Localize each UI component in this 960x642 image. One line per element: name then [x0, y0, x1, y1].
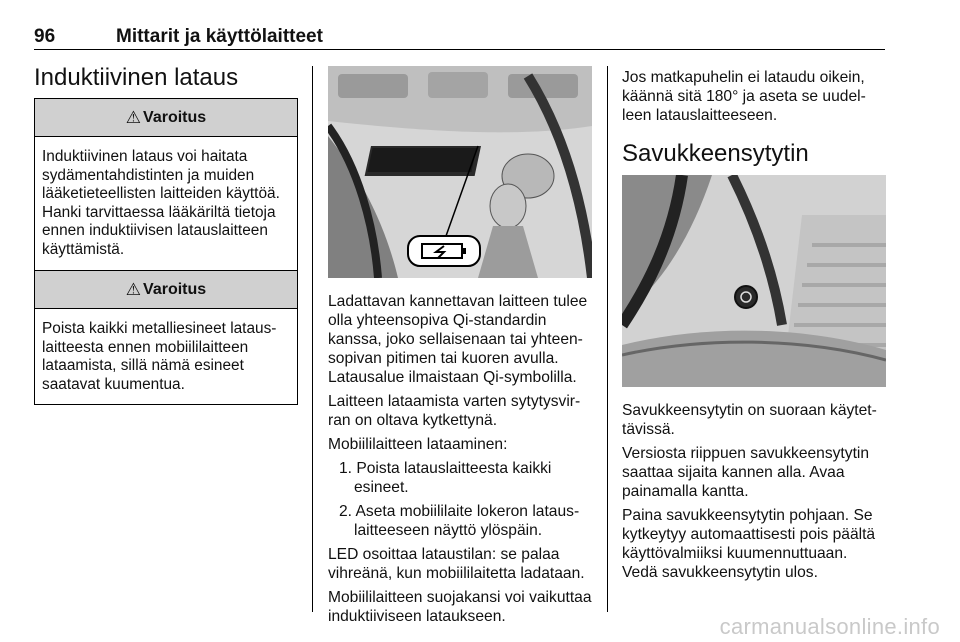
right-column-text: [622, 401, 887, 587]
warning-header: [35, 99, 297, 137]
paragraph: Jos matkapuhelin ei lataudu oikein, käännä sitä 180° ja aseta se uudelleen latauslaitteeseen.: [622, 69, 866, 124]
warning-text: Induktiivinen lataus voi haitata sydämentahdistinten ja muiden lääketieteellisten laitteiden käyttöä. Hanki tarvittaessa lääkäriltä tietoja ennen induktiivisen latauslaitteen käyttämistä.: [42, 148, 280, 258]
paragraph: Mobiililaitteen suojakansi voi vaikuttaa induktiiviseen lataukseen.: [328, 589, 592, 625]
step-text: Poista latauslaitteesta kaikki esineet.: [354, 460, 552, 496]
page-number: 96: [34, 26, 56, 47]
column-divider-right: [607, 66, 608, 612]
step-number: 1.: [339, 460, 353, 477]
list-item: [328, 459, 593, 497]
warning-box-2: [34, 270, 298, 405]
right-column-intro: [622, 68, 887, 130]
header-rule: [34, 49, 885, 50]
watermark: carmanualsonline.info: [719, 614, 940, 639]
step-text: Aseta mobiililaite lokeron latauslaitteeseen näyttö ylöspäin.: [354, 503, 580, 539]
charging-pad-photo: [328, 66, 592, 278]
paragraph: Versiosta riippuen savukkeensytytin saattaa sijaita kannen alla. Avaa painamalla kantta.: [622, 445, 870, 500]
paragraph: Savukkeensytytin on suoraan käytettävissä.: [622, 402, 877, 438]
page-header: [34, 26, 323, 48]
warning-header: [35, 271, 297, 309]
steps-list: [328, 459, 593, 540]
paragraph: Ladattavan kannettavan laitteen tulee olla yhteensopiva Qi-standardin kanssa, joko sellaisenaan tai yhteensopivan pitimen tai kuoren avulla. Latausalue ilmaistaan Qi-symbolilla.: [328, 293, 588, 386]
warning-title: Varoitus: [143, 280, 207, 298]
section-title-inductive-charging: Induktiivinen lataus: [34, 64, 239, 91]
section-title-cigarette-lighter: Savukkeensytytin: [622, 140, 809, 167]
column-divider-left: [312, 66, 313, 612]
step-number: 2.: [339, 503, 353, 520]
paragraph: LED osoittaa lataustilan: se palaa vihreänä, kun mobiililaitetta ladataan.: [328, 546, 585, 582]
chapter-title: Mittarit ja käyttölaitteet: [116, 26, 323, 47]
warning-title: Varoitus: [143, 108, 207, 126]
warning-box-1: [34, 98, 298, 271]
middle-column-text: [328, 292, 593, 631]
paragraph: Mobiililaitteen lataaminen:: [328, 436, 508, 453]
cigarette-lighter-photo: [622, 175, 886, 387]
paragraph: Laitteen lataamista varten sytytysvirran on oltava kytkettynä.: [328, 393, 581, 429]
paragraph: Paina savukkeensytytin pohjaan. Se kytkeytyy automaattisesti pois päältä käyttövalmiiksi kuumennuttuaan. Vedä savukkeensytytin ulos.: [622, 507, 876, 581]
warning-text: Poista kaikki metalliesineet latauslaitteesta ennen mobiililaitteen lataamista, sillä nämä esineet saatavat kuumentua.: [42, 320, 277, 393]
list-item: [328, 502, 593, 540]
warning-icon: ⚠: [125, 107, 142, 127]
warning-icon: ⚠: [125, 279, 142, 299]
